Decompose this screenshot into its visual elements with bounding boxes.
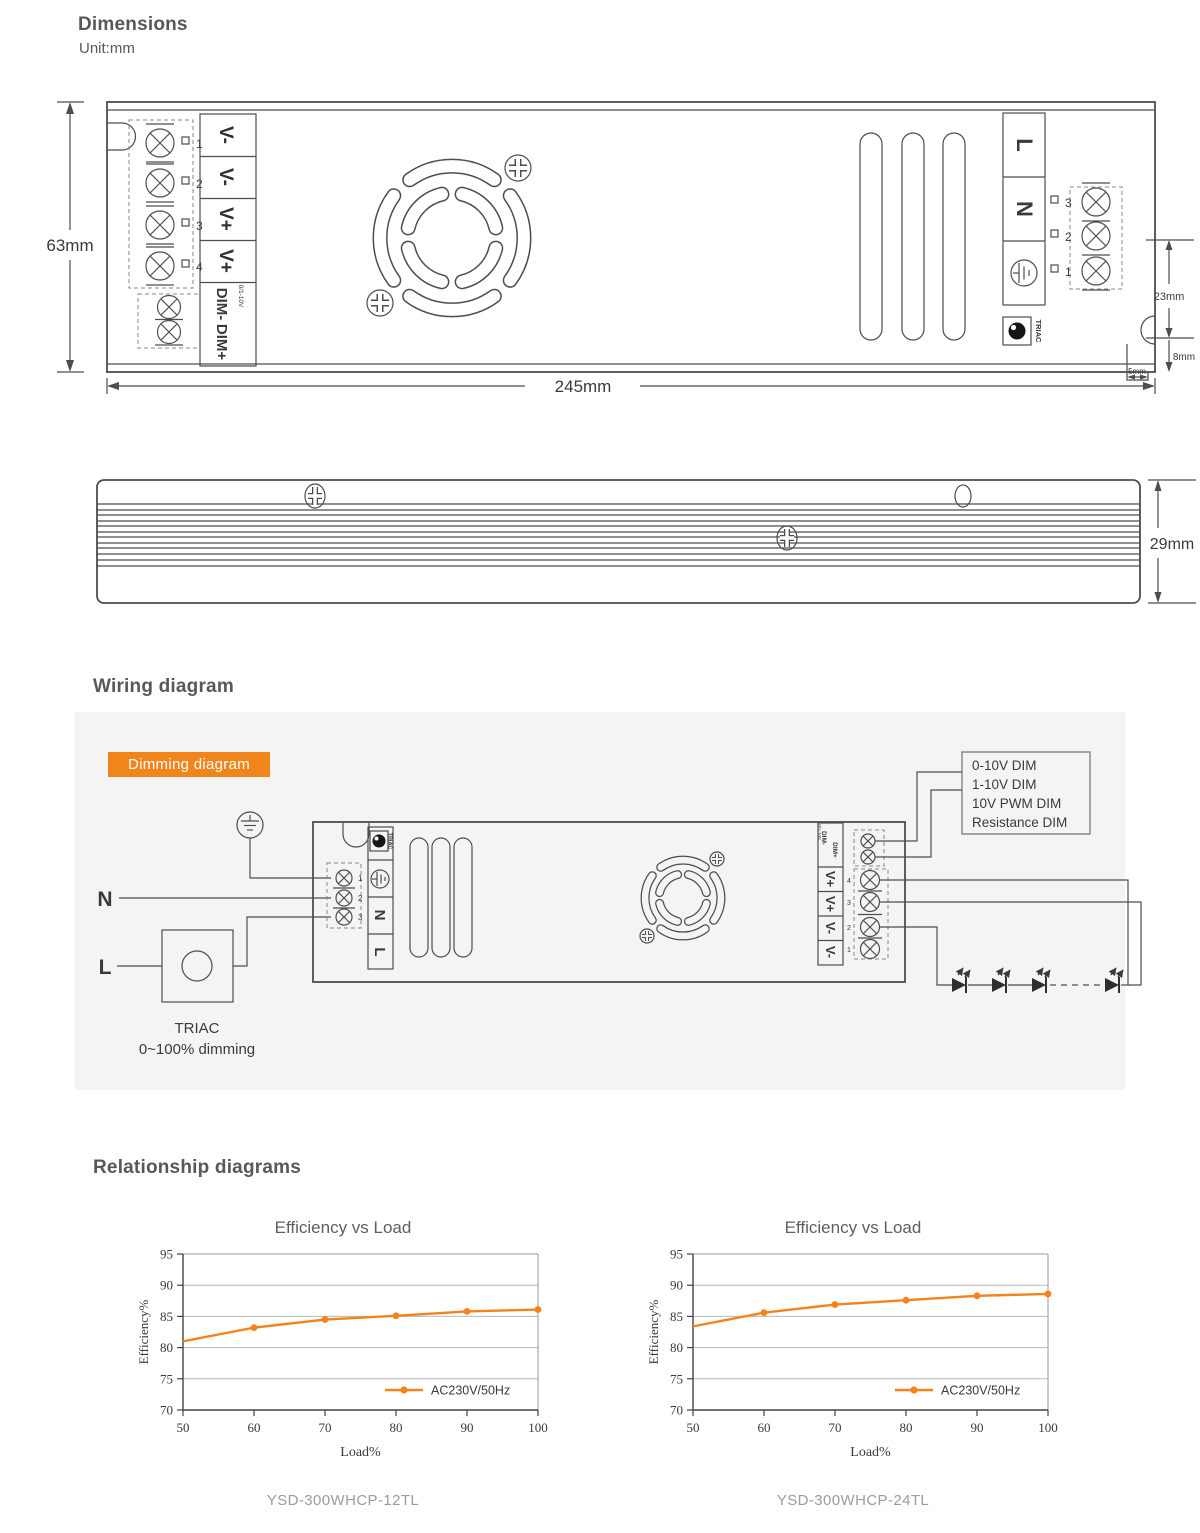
dim-right — [1127, 240, 1195, 380]
wiring-input-terminals — [327, 863, 363, 928]
y-tick-label: 75 — [670, 1371, 683, 1387]
screw-number: 3 — [196, 219, 203, 233]
fan-vent — [367, 155, 531, 316]
psu-body-outline — [107, 102, 1155, 380]
dim-note-label: 0/1-10V — [817, 824, 822, 840]
neutral-label: N — [371, 909, 388, 921]
led-icon — [1105, 968, 1123, 993]
side-vents — [860, 133, 965, 340]
x-tick-label: 90 — [970, 1420, 984, 1435]
phillips-screw-icon — [777, 526, 797, 550]
wiring-psu-body — [313, 822, 905, 982]
chart-block-2 — [643, 1218, 1063, 1509]
data-line — [183, 1310, 538, 1342]
svg-text:8mm: 8mm — [1172, 352, 1196, 363]
dim-245mm — [107, 377, 1155, 396]
data-point — [393, 1312, 400, 1319]
wiring-unit-right-strip — [817, 823, 843, 965]
wiring-heading: Wiring diagram — [93, 676, 234, 697]
terminal-label: V+ — [823, 870, 838, 888]
data-point — [1045, 1291, 1052, 1298]
data-point — [903, 1297, 910, 1304]
line-label: L — [1012, 138, 1037, 152]
dim-wires — [875, 772, 962, 857]
terminal-number: 2 — [847, 925, 851, 932]
dim-option: 1-10V DIM — [972, 777, 1037, 792]
screw-number: 1 — [196, 137, 203, 151]
data-point — [974, 1292, 981, 1299]
x-axis-label: Load% — [340, 1445, 381, 1460]
chart-caption: YSD-300WHCP-12TL — [266, 1492, 420, 1509]
terminal-number: 1 — [847, 947, 851, 954]
svg-text:5mm: 5mm — [1128, 367, 1146, 376]
ground-icon — [1011, 260, 1037, 286]
dimming-diagram-badge: Dimming diagram — [108, 752, 270, 777]
dim-plus-label: DIM+ — [213, 323, 230, 361]
dimensions-heading: Dimensions — [78, 14, 188, 35]
x-tick-label: 80 — [899, 1420, 913, 1435]
dim-plus-label: DIM+ — [831, 842, 838, 858]
terminal-label: V+ — [823, 895, 838, 913]
triac-label: TRIAC — [386, 832, 393, 850]
terminal-label: V- — [823, 945, 838, 959]
x-tick-label: 70 — [828, 1420, 842, 1435]
data-point — [832, 1301, 839, 1308]
y-tick-label: 85 — [160, 1308, 173, 1324]
chart-block-1 — [133, 1218, 553, 1509]
x-tick-label: 50 — [686, 1420, 700, 1435]
triac-knob-icon — [370, 831, 388, 851]
screw-number: 3 — [1065, 196, 1072, 210]
data-point — [464, 1308, 471, 1315]
input-terminal-screws — [1051, 183, 1122, 290]
y-tick-label: 70 — [670, 1402, 683, 1418]
screw-number: 2 — [1065, 230, 1072, 244]
y-axis-label: Efficiency% — [136, 1299, 151, 1365]
y-tick-label: 90 — [160, 1277, 173, 1293]
terminal-number: 1 — [358, 874, 363, 883]
data-point — [761, 1309, 768, 1316]
data-point — [535, 1306, 542, 1313]
x-tick-label: 60 — [757, 1420, 771, 1435]
triac-knob-icon — [1003, 317, 1031, 345]
line-label: L — [371, 947, 388, 957]
chart-caption: YSD-300WHCP-24TL — [776, 1492, 930, 1509]
efficiency-chart-12tl — [133, 1242, 553, 1477]
dim-option: Resistance DIM — [972, 815, 1068, 830]
dim-option: 10V PWM DIM — [972, 796, 1062, 811]
y-axis-label: Efficiency% — [646, 1299, 661, 1365]
output-terminal-screws — [129, 120, 203, 348]
legend-label: AC230V/50Hz — [431, 1383, 511, 1398]
triac-label: TRIAC — [1034, 319, 1043, 343]
terminal-number: 3 — [847, 900, 851, 907]
data-point — [322, 1316, 329, 1323]
y-tick-label: 80 — [160, 1340, 173, 1356]
terminal-number: 4 — [847, 878, 851, 885]
input-label-strip — [1003, 113, 1045, 345]
data-line — [693, 1294, 1048, 1326]
svg-text:23mm: 23mm — [1153, 291, 1185, 303]
ridges — [97, 504, 1140, 566]
terminal-label: V- — [215, 168, 236, 186]
wiring-drawing — [75, 712, 1155, 1090]
dim-note-label: 0/1-10V — [237, 284, 244, 308]
wiring-output-terminals — [847, 830, 888, 959]
phillips-screw-icon — [640, 929, 654, 943]
phillips-screw-icon — [505, 155, 531, 181]
dim-minus-label: DIM- — [820, 830, 827, 846]
x-tick-label: 60 — [247, 1420, 261, 1435]
screw-number: 2 — [196, 177, 203, 191]
x-tick-label: 90 — [460, 1420, 474, 1435]
svg-text:245mm: 245mm — [554, 377, 612, 396]
terminal-label: V- — [215, 126, 236, 144]
triac-caption2: 0~100% dimming — [138, 1041, 256, 1058]
output-label-strip — [200, 114, 256, 366]
y-tick-label: 75 — [160, 1371, 173, 1387]
phillips-screw-icon — [367, 290, 393, 316]
y-tick-label: 95 — [670, 1246, 683, 1262]
led-icon — [1032, 968, 1050, 993]
terminal-label: V+ — [215, 207, 236, 231]
y-tick-label: 95 — [160, 1246, 173, 1262]
relationship-heading: Relationship diagrams — [93, 1157, 301, 1178]
data-point — [251, 1324, 258, 1331]
screw-number: 1 — [1065, 265, 1072, 279]
l-input-label: L — [98, 956, 112, 979]
y-tick-label: 80 — [670, 1340, 683, 1356]
side-body — [97, 480, 1140, 603]
neutral-label: N — [1012, 201, 1037, 217]
x-tick-label: 80 — [389, 1420, 403, 1435]
n-input-label: N — [97, 888, 113, 911]
legend-marker — [400, 1386, 407, 1393]
wiring-fan-vent — [640, 852, 724, 943]
terminal-number: 3 — [358, 913, 363, 922]
terminal-label: V+ — [215, 249, 236, 273]
output-wires — [880, 880, 1141, 985]
x-tick-label: 70 — [318, 1420, 332, 1435]
x-tick-label: 100 — [528, 1420, 548, 1435]
triac-caption: TRIAC — [174, 1020, 220, 1037]
dim-29mm — [1148, 480, 1196, 603]
chart-title: Efficiency vs Load — [274, 1218, 412, 1237]
terminal-number: 2 — [358, 894, 363, 903]
phillips-screw-icon — [305, 484, 325, 508]
legend-label: AC230V/50Hz — [941, 1383, 1021, 1398]
x-tick-label: 50 — [176, 1420, 190, 1435]
svg-text:29mm: 29mm — [1149, 536, 1195, 553]
dimensions-unit: Unit:mm — [79, 40, 135, 57]
led-icon — [992, 968, 1010, 993]
ground-icon — [371, 870, 389, 888]
top-view-drawing — [0, 90, 1200, 430]
triac-dimmer — [162, 917, 331, 1002]
led-symbols — [952, 968, 1123, 993]
phillips-screw-icon — [710, 852, 724, 866]
svg-text:63mm: 63mm — [46, 236, 94, 255]
screw-number: 4 — [196, 260, 203, 274]
x-axis-label: Load% — [850, 1445, 891, 1460]
led-icon — [952, 968, 970, 993]
side-view-drawing — [0, 470, 1200, 630]
x-tick-label: 100 — [1038, 1420, 1058, 1435]
efficiency-chart-24tl — [643, 1242, 1063, 1477]
wiring-unit-left-strip — [368, 827, 393, 969]
wiring-unit-vents — [410, 838, 472, 957]
chart-title: Efficiency vs Load — [784, 1218, 922, 1237]
y-tick-label: 85 — [670, 1308, 683, 1324]
dim-options-box — [962, 752, 1090, 834]
dim-option: 0-10V DIM — [972, 758, 1037, 773]
dim-63mm — [46, 102, 93, 372]
y-tick-label: 70 — [160, 1402, 173, 1418]
dim-minus-label: DIM- — [213, 287, 230, 321]
terminal-label: V- — [823, 921, 838, 935]
legend-marker — [910, 1386, 917, 1393]
y-tick-label: 90 — [670, 1277, 683, 1293]
